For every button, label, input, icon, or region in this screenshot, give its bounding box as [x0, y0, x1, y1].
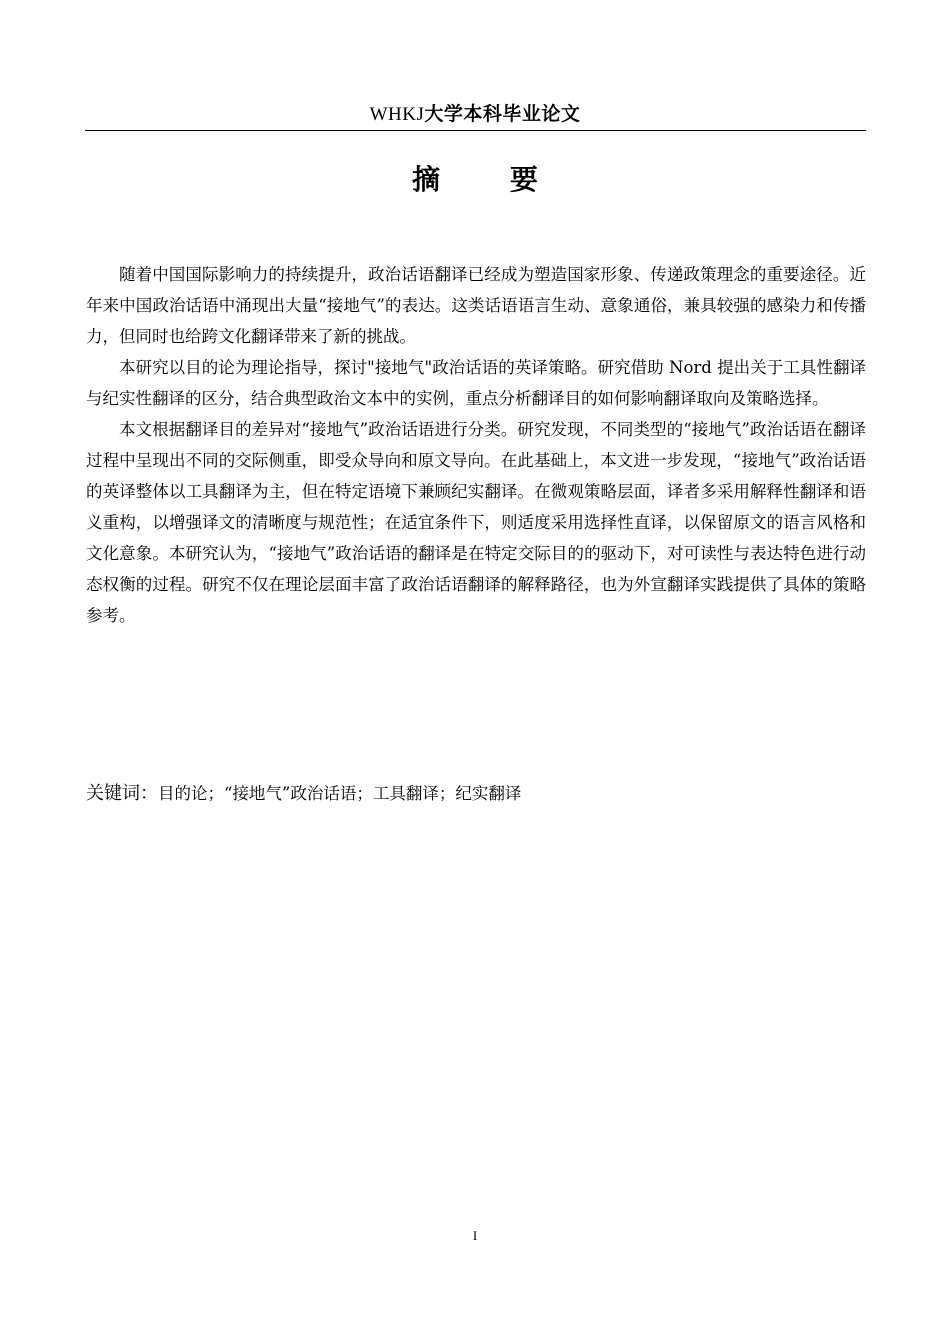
- abstract-paragraph-3: 本文根据翻译目的差异对“接地气”政治话语进行分类。研究发现，不同类型的“接地气”政治话语在翻译过程中呈现出不同的交际侧重，即受众导向和原文导向。在此基础上，本文进一步发现，“接地气”政治话语的英译整体以工具翻译为主，但在特定语境下兼顾纪实翻译。在微观策略层面，译者多采用解释性翻译和语义重构，以增强译文的清晰度与规范性；在适宜条件下，则适度采用选择性直译，以保留原文的语言风格和文化意象。本研究认为，“接地气”政治话语的翻译是在特定交际目的的驱动下，对可读性与表达特色进行动态权衡的过程。研究不仅在理论层面丰富了政治话语翻译的解释路径，也为外宣翻译实践提供了具体的策略参考。: [86, 420, 866, 625]
- abstract-paragraph-1: 随着中国国际影响力的持续提升，政治话语翻译已经成为塑造国家形象、传递政策理念的重要途径。近年来中国政治话语中涌现出大量“接地气”的表达。这类话语语言生动、意象通俗，兼具较强的感染力和传播力，但同时也给跨文化翻译带来了新的挑战。: [86, 265, 866, 346]
- header-divider: [85, 130, 866, 131]
- page-header: [85, 100, 865, 129]
- keywords-label: 关键词：: [86, 783, 158, 804]
- abstract-paragraph-2: 本研究以目的论为理论指导，探讨"接地气"政治话语的英译策略。研究借助 Nord 提出关于工具性翻译与纪实性翻译的区分，结合典型政治文本中的实例，重点分析翻译目的如何影响翻译取向及策略选择。: [86, 358, 866, 408]
- keywords-line: [86, 778, 866, 810]
- keywords-value: 目的论；“接地气”政治话语；工具翻译；纪实翻译: [158, 784, 522, 803]
- abstract-body: [86, 259, 866, 631]
- page-number: I: [472, 1228, 478, 1243]
- header-thesis-type: 大学本科毕业论文: [424, 103, 581, 125]
- header-school-name: WHKJ: [369, 104, 425, 125]
- abstract-title: 摘 要: [412, 163, 568, 196]
